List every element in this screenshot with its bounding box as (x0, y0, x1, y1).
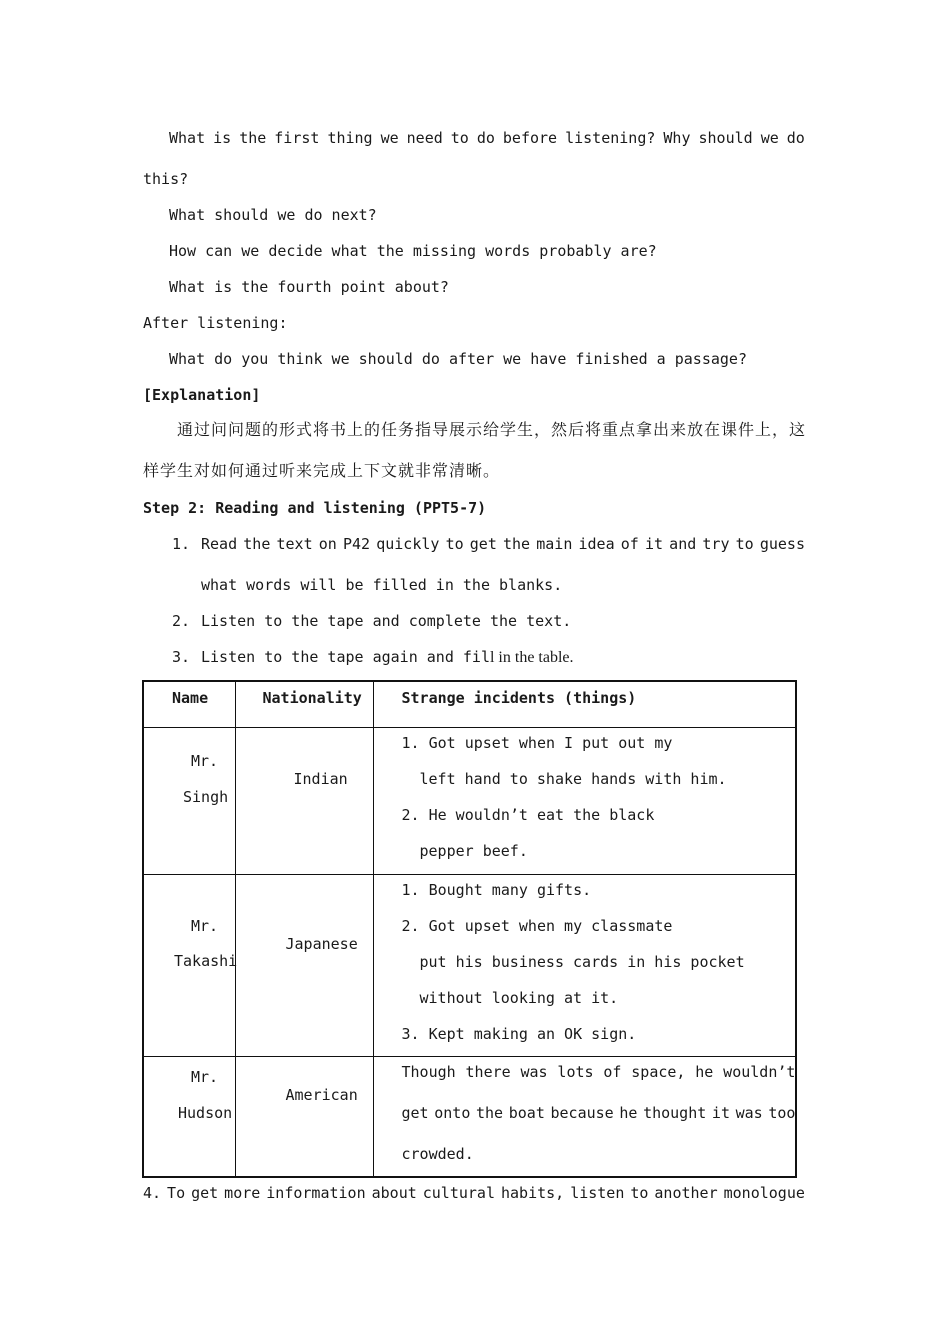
list-item-4 (143, 1184, 805, 1202)
incidents-cell (373, 727, 796, 874)
word: listening? (565, 129, 656, 147)
list-item-3-part1: Listen to the tape again and fil (201, 648, 490, 666)
list-item-3 (201, 648, 574, 667)
word: of (620, 535, 639, 553)
word: wouldn’t (723, 1062, 796, 1081)
name-surname: Hudson (178, 1103, 233, 1122)
word: onto (434, 1103, 471, 1122)
list-item-1-number: 1. (172, 535, 191, 553)
word: Read (201, 535, 238, 553)
word: Why (663, 129, 691, 147)
header-name: Name (172, 689, 209, 707)
word: main (536, 535, 573, 553)
header-cell-nationality (235, 681, 373, 727)
word: it (644, 535, 664, 553)
word: there (465, 1062, 511, 1081)
question-first-thing-continued: this? (143, 170, 189, 188)
nationality-cell (235, 874, 373, 1056)
word: cultural (422, 1184, 495, 1202)
word: the (243, 535, 271, 553)
word: because (550, 1103, 614, 1122)
header-nationality: Nationality (262, 689, 362, 707)
word: we (760, 129, 779, 147)
word: another (654, 1184, 718, 1202)
table-row (143, 727, 796, 874)
question-next: What should we do next? (169, 206, 377, 224)
name-cell (143, 727, 235, 874)
table-row (143, 1056, 796, 1177)
word: get (191, 1184, 219, 1202)
header-cell-name (143, 681, 235, 727)
incident-line: pepper beef. (419, 841, 528, 860)
word: guess (759, 535, 805, 553)
name-surname: Takashi (174, 951, 238, 970)
word: quickly (376, 535, 440, 553)
word: P42 (342, 535, 371, 553)
header-cell-incidents (373, 681, 796, 727)
nationality-value: Indian (293, 769, 348, 788)
incident-line: without looking at it. (419, 988, 619, 1007)
incidents-cell (373, 1056, 796, 1177)
name-title: Mr. (191, 1067, 219, 1086)
after-listening-heading: After listening: (143, 314, 288, 332)
word: was (735, 1103, 763, 1122)
word: to (450, 129, 469, 147)
list-item-3-part2: l in the table. (489, 649, 574, 666)
incident-line: left hand to shake hands with him. (419, 769, 727, 788)
incident-line: crowded. (401, 1144, 474, 1163)
name-cell (143, 1056, 235, 1177)
word: information (266, 1184, 366, 1202)
word: do (476, 129, 495, 147)
question-missing-words-part2: robably are? (548, 242, 657, 260)
word: to (445, 535, 464, 553)
word: the (239, 129, 267, 147)
incident-line: 2. He wouldn’t eat the black (401, 805, 655, 824)
word: do (786, 129, 805, 147)
explanation-heading: [Explanation] (143, 386, 261, 404)
step2-heading: Step 2: Reading and listening (PPT5-7) (143, 499, 487, 517)
word: need (406, 129, 443, 147)
word: the (476, 1103, 504, 1122)
word: text (276, 535, 313, 553)
incidents-table (142, 680, 797, 1178)
word: of (603, 1062, 622, 1081)
word: was (520, 1062, 548, 1081)
incident-line: 1. Bought many gifts. (401, 880, 592, 899)
word: Though (401, 1062, 456, 1081)
incident-line: 2. Got upset when my classmate (401, 916, 673, 935)
word: about (371, 1184, 417, 1202)
list-item-1 (201, 535, 805, 553)
word: habits, (500, 1184, 565, 1202)
word: on (318, 535, 337, 553)
nationality-value: American (285, 1085, 358, 1104)
question-missing-words (169, 242, 657, 260)
word: lots (557, 1062, 594, 1081)
word: idea (578, 535, 615, 553)
question-after-passage: What do you think we should do after we have finished a passage? (169, 350, 747, 368)
word: monologue (723, 1184, 805, 1202)
nationality-cell (235, 727, 373, 874)
word: first (274, 129, 320, 147)
word: too (768, 1103, 796, 1122)
name-surname: Singh (183, 787, 229, 806)
nationality-cell (235, 1056, 373, 1177)
question-first-thing (169, 129, 805, 147)
word: To (167, 1184, 186, 1202)
name-title: Mr. (191, 751, 219, 770)
word: should (698, 129, 753, 147)
word: to (630, 1184, 649, 1202)
list-item-3-number: 3. (172, 648, 191, 666)
name-title: Mr. (191, 916, 219, 935)
explanation-text-line2: 样学生对如何通过听来完成上下文就非常清晰。 (143, 461, 501, 480)
incidents-cell (373, 874, 796, 1056)
word: space, (631, 1062, 686, 1081)
question-fourth-point: What is the fourth point about? (169, 278, 449, 296)
word: boat (508, 1103, 545, 1122)
word: is (213, 129, 232, 147)
word: we (380, 129, 399, 147)
word: What (169, 129, 206, 147)
list-item-2-number: 2. (172, 612, 191, 630)
list-item-1-continued: what words will be filled in the blanks. (201, 576, 563, 594)
word: get (401, 1103, 429, 1122)
header-incidents: Strange incidents (things) (401, 689, 637, 707)
incident-line: put his business cards in his pocket (419, 952, 745, 971)
word: thing (327, 129, 373, 147)
explanation-text-line1: 通过问问题的形式将书上的任务指导展示给学生，然后将重点拿出来放在课件上，这 (177, 420, 807, 439)
nationality-value: Japanese (285, 934, 358, 953)
word: the (503, 535, 531, 553)
word: more (224, 1184, 261, 1202)
word: he (619, 1103, 638, 1122)
word: to (735, 535, 754, 553)
word: try (702, 535, 730, 553)
question-missing-words-part1: How can we decide what the missing words p (169, 242, 549, 260)
table-header-row (143, 681, 796, 727)
incident-line (402, 1063, 796, 1081)
word: he (695, 1062, 714, 1081)
word: it (711, 1103, 730, 1122)
word: and (669, 535, 697, 553)
incident-line: 1. Got upset when I put out my (401, 733, 673, 752)
name-cell (143, 874, 238, 1056)
word: before (502, 129, 558, 147)
word: thought (643, 1103, 707, 1122)
word: 4. (143, 1184, 162, 1202)
incident-line: 3. Kept making an OK sign. (401, 1024, 637, 1043)
word: get (469, 535, 497, 553)
list-item-2: Listen to the tape and complete the text. (201, 612, 572, 630)
word: listen (570, 1184, 625, 1202)
incident-line (402, 1104, 796, 1122)
table-row (143, 874, 796, 1056)
